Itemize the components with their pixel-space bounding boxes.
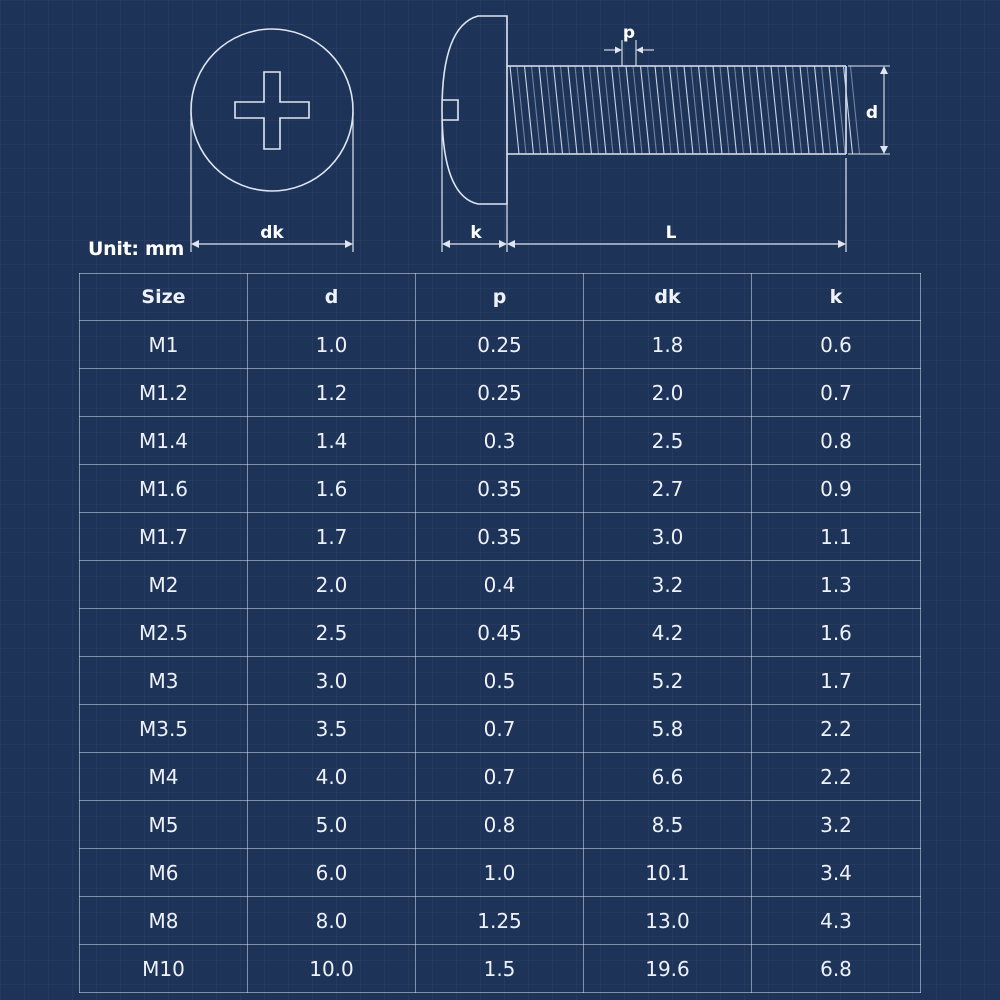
thread-line [561,66,570,154]
table-header-row [80,274,921,321]
size-cell: M1.7 [80,513,248,561]
size-cell: M1.4 [80,417,248,465]
dk-cell: 2.7 [584,465,752,513]
thread-line [568,66,577,154]
dk-cell: 4.2 [584,609,752,657]
table-row [80,369,921,417]
p-cell: 1.5 [416,945,584,993]
k-cell: 0.6 [752,321,921,369]
k-cell: 0.7 [752,369,921,417]
thread-line [648,66,657,154]
size-cell: M8 [80,897,248,945]
p-cell: 0.5 [416,657,584,705]
thread-line [546,66,555,154]
screw-threads [510,66,860,154]
k-cell: 2.2 [752,753,921,801]
p-cell: 0.8 [416,801,584,849]
thread-line [604,66,613,154]
dk-cell: 13.0 [584,897,752,945]
thread-line [539,66,548,154]
p-cell: 1.0 [416,849,584,897]
table-row [80,657,921,705]
thread-line [626,66,635,154]
thread-line [829,66,838,154]
L-label: L [665,223,677,243]
thread-line [822,66,831,154]
thread-line [532,66,541,154]
thread-line [844,66,853,154]
d-cell: 2.0 [248,561,416,609]
d-cell: 10.0 [248,945,416,993]
thread-line [713,66,722,154]
thread-line [612,66,621,154]
size-cell: M2 [80,561,248,609]
thread-line [720,66,729,154]
thread-line [525,66,534,154]
d-label: d [865,103,879,123]
k-cell: 6.8 [752,945,921,993]
d-cell: 1.4 [248,417,416,465]
spec-table [79,273,921,993]
dk-cell: 3.2 [584,561,752,609]
header-size: Size [80,274,248,321]
size-cell: M5 [80,801,248,849]
d-cell: 3.5 [248,705,416,753]
k-cell: 1.1 [752,513,921,561]
dk-cell: 6.6 [584,753,752,801]
header-dk: dk [584,274,752,321]
thread-line [793,66,802,154]
dk-cell: 5.2 [584,657,752,705]
p-cell: 0.45 [416,609,584,657]
k-cell: 1.6 [752,609,921,657]
size-cell: M3 [80,657,248,705]
thread-line [706,66,715,154]
size-cell: M1.6 [80,465,248,513]
table-row [80,465,921,513]
dk-cell: 1.8 [584,321,752,369]
p-cell: 0.25 [416,369,584,417]
table-row [80,417,921,465]
thread-line [670,66,679,154]
thread-line [554,66,563,154]
p-cell: 0.4 [416,561,584,609]
unit-label: Unit: mm [88,238,184,260]
size-cell: M2.5 [80,609,248,657]
thread-line [684,66,693,154]
table-row [80,609,921,657]
thread-line [786,66,795,154]
thread-line [510,66,519,154]
screw-side-view [442,16,846,204]
thread-line [517,66,526,154]
thread-line [836,66,845,154]
table-row [80,801,921,849]
dk-cell: 5.8 [584,705,752,753]
phillips-cross-icon [235,72,309,149]
p-cell: 0.3 [416,417,584,465]
p-cell: 1.25 [416,897,584,945]
dk-cell: 3.0 [584,513,752,561]
p-dimension [604,40,654,66]
screw-drawing [0,0,1000,270]
thread-line [641,66,650,154]
table-row [80,945,921,993]
thread-line [749,66,758,154]
thread-line [597,66,606,154]
screw-head-top-view [191,29,353,191]
thread-line [662,66,671,154]
k-cell: 4.3 [752,897,921,945]
header-k: k [752,274,921,321]
dk-cell: 8.5 [584,801,752,849]
d-cell: 1.6 [248,465,416,513]
d-cell: 5.0 [248,801,416,849]
table-row [80,513,921,561]
d-cell: 1.2 [248,369,416,417]
k-cell: 2.2 [752,705,921,753]
thread-line [778,66,787,154]
k-label: k [470,223,482,243]
table-row [80,321,921,369]
dk-cell: 2.5 [584,417,752,465]
dk-cell: 19.6 [584,945,752,993]
size-cell: M1.2 [80,369,248,417]
dk-cell: 10.1 [584,849,752,897]
k-cell: 1.3 [752,561,921,609]
table-row [80,897,921,945]
d-cell: 6.0 [248,849,416,897]
thread-line [699,66,708,154]
k-cell: 3.4 [752,849,921,897]
thread-line [575,66,584,154]
p-label: p [622,23,636,43]
size-cell: M4 [80,753,248,801]
thread-line [655,66,664,154]
thread-line [742,66,751,154]
p-cell: 0.35 [416,513,584,561]
d-cell: 1.0 [248,321,416,369]
dk-cell: 2.0 [584,369,752,417]
thread-line [757,66,766,154]
thread-line [633,66,642,154]
d-cell: 3.0 [248,657,416,705]
thread-line [728,66,737,154]
p-cell: 0.25 [416,321,584,369]
table-row [80,849,921,897]
thread-line [677,66,686,154]
thread-line [619,66,628,154]
thread-line [764,66,773,154]
thread-line [590,66,599,154]
p-cell: 0.35 [416,465,584,513]
thread-line [691,66,700,154]
header-d: d [248,274,416,321]
k-cell: 0.8 [752,417,921,465]
d-cell: 4.0 [248,753,416,801]
p-cell: 0.7 [416,705,584,753]
thread-line [800,66,809,154]
k-cell: 0.9 [752,465,921,513]
thread-line [735,66,744,154]
header-p: p [416,274,584,321]
table-row [80,705,921,753]
thread-line [771,66,780,154]
size-cell: M1 [80,321,248,369]
dk-label: dk [260,223,284,243]
table-row [80,561,921,609]
d-cell: 2.5 [248,609,416,657]
k-cell: 1.7 [752,657,921,705]
thread-line [851,66,860,154]
thread-line [815,66,824,154]
size-cell: M3.5 [80,705,248,753]
table-row [80,753,921,801]
k-cell: 3.2 [752,801,921,849]
d-cell: 1.7 [248,513,416,561]
size-cell: M6 [80,849,248,897]
p-cell: 0.7 [416,753,584,801]
thread-line [583,66,592,154]
thread-line [807,66,816,154]
d-cell: 8.0 [248,897,416,945]
size-cell: M10 [80,945,248,993]
